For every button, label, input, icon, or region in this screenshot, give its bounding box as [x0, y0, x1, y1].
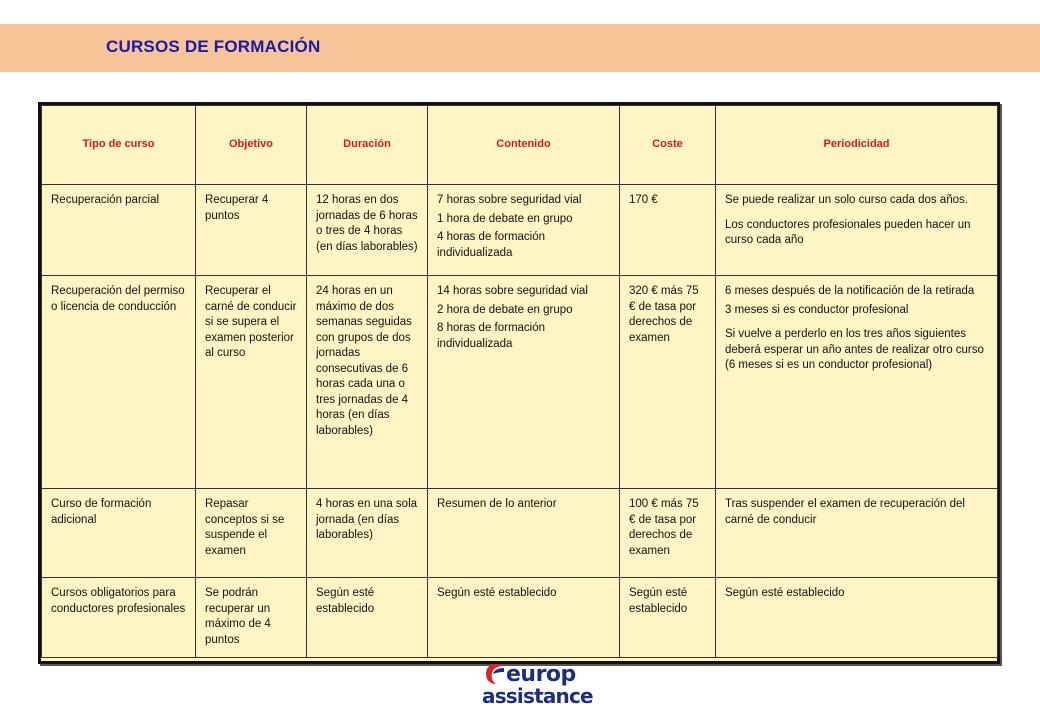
cell-text: 24 horas en un máximo de dos semanas seguidas con grupos de dos jornadas consecutivas de 6 horas cada una o tres jornadas de 4 horas (en días laborables): [316, 285, 412, 437]
cell-text: 3 meses si es conductor profesional: [725, 303, 909, 316]
cell-periodicidad: [716, 578, 998, 658]
cell-contenido: [428, 276, 620, 489]
cell-text: Cursos obligatorios para conductores profesionales: [51, 587, 186, 615]
cell-coste: [620, 185, 716, 276]
cell-contenido: [428, 578, 620, 658]
cell-tipo: [42, 578, 196, 658]
cell-periodicidad: [716, 276, 998, 489]
cell-text: 1 hora de debate en grupo: [437, 212, 573, 225]
cell-tipo: [42, 276, 196, 489]
cell-periodicidad: [716, 489, 998, 578]
table-row: [42, 489, 998, 578]
table-header-row: [42, 106, 998, 185]
column-header: Duración: [307, 106, 428, 185]
cell-text: Si vuelve a perderlo en los tres años siguientes deberá esperar un año antes de realizar otro curso (6 meses si es un conductor profesional): [725, 328, 984, 371]
column-header: Periodicidad: [716, 106, 998, 185]
cell-text: 100 € más 75 € de tasa por derechos de examen: [629, 498, 699, 557]
cell-objetivo: [196, 578, 307, 658]
cell-text: Según esté establecido: [316, 587, 375, 615]
logo-text: assistance: [482, 684, 593, 708]
cell-duracion: [307, 578, 428, 658]
cell-text: 7 horas sobre seguridad vial: [437, 194, 582, 206]
column-header: Objetivo: [196, 106, 307, 185]
column-header: Tipo de curso: [42, 106, 196, 185]
cell-text: 170 €: [629, 194, 658, 206]
cell-text: 6 meses después de la notificación de la retirada: [725, 285, 975, 297]
table-row: [42, 578, 998, 658]
cell-objetivo: [196, 276, 307, 489]
cell-text: 4 horas de formación individualizada: [437, 231, 546, 259]
cell-duracion: [307, 276, 428, 489]
cell-text: Recuperar 4 puntos: [205, 194, 269, 222]
cell-tipo: [42, 489, 196, 578]
courses-table: [41, 105, 998, 658]
cell-periodicidad: [716, 185, 998, 276]
cell-text: 4 horas en una sola jornada (en días laborables): [316, 498, 418, 541]
cell-contenido: [428, 185, 620, 276]
cell-text: Repasar conceptos si se suspende el examen: [205, 498, 285, 557]
cell-text: Recuperación parcial: [51, 194, 160, 206]
cell-text: Según esté establecido: [629, 587, 688, 615]
cell-objetivo: [196, 489, 307, 578]
cell-text: 2 hora de debate en grupo: [437, 303, 573, 316]
cell-text: Los conductores profesionales pueden hacer un curso cada año: [725, 218, 971, 246]
page-title: CURSOS DE FORMACIÓN: [106, 37, 321, 56]
cell-text: Recuperación del permiso o licencia de conducción: [51, 285, 185, 313]
europ-assistance-logo: [480, 662, 593, 714]
cell-duracion: [307, 489, 428, 578]
logo-mark-icon: [485, 662, 505, 686]
cell-text: 320 € más 75 € de tasa por derechos de examen: [629, 285, 699, 344]
cell-text: Se podrán recuperar un máximo de 4 puntos: [205, 587, 271, 646]
logo-text: europ: [506, 662, 576, 687]
cell-coste: [620, 578, 716, 658]
table-row: [42, 185, 998, 276]
cell-tipo: [42, 185, 196, 276]
cell-coste: [620, 276, 716, 489]
cell-contenido: [428, 489, 620, 578]
cell-text: 12 horas en dos jornadas de 6 horas o tres de 4 horas (en días laborables): [316, 194, 418, 253]
cell-text: Resumen de lo anterior: [437, 498, 557, 510]
column-header: Contenido: [428, 106, 620, 185]
cell-text: Tras suspender el examen de recuperación del carné de conducir: [725, 498, 965, 526]
cell-text: 14 horas sobre seguridad vial: [437, 285, 588, 297]
cell-text: Según esté establecido: [725, 587, 845, 599]
cell-objetivo: [196, 185, 307, 276]
courses-table-frame: [38, 102, 1000, 664]
cell-text: 8 horas de formación individualizada: [437, 322, 546, 350]
cell-duracion: [307, 185, 428, 276]
cell-text: Se puede realizar un solo curso cada dos años.: [725, 194, 968, 206]
cell-coste: [620, 489, 716, 578]
table-row: [42, 276, 998, 489]
column-header: Coste: [620, 106, 716, 185]
cell-text: Curso de formación adicional: [51, 498, 152, 526]
cell-text: Recuperar el carné de conducir si se supera el examen posterior al curso: [205, 285, 297, 359]
cell-text: Según esté establecido: [437, 587, 557, 599]
